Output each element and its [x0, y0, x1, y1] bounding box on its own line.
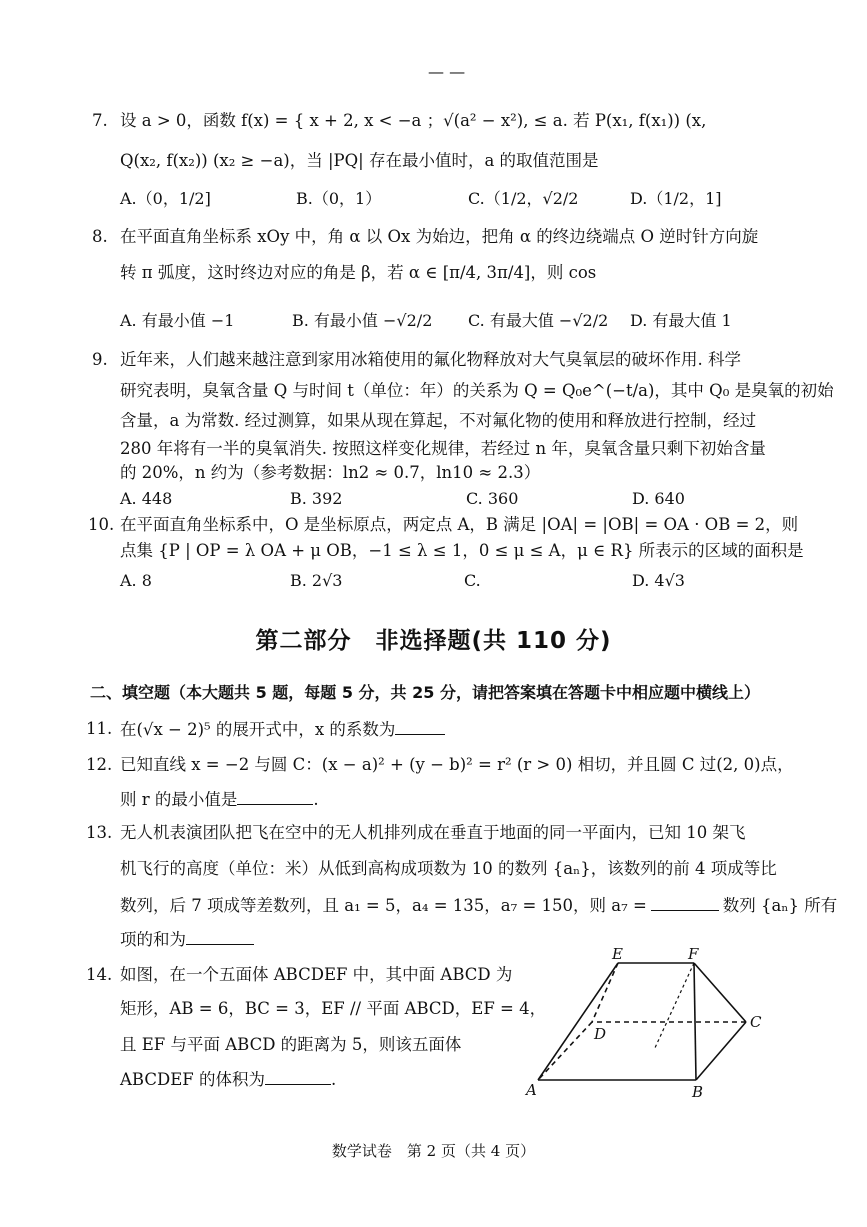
- question-number: 14.: [86, 965, 113, 984]
- question-text-line: 无人机表演团队把飞在空中的无人机排列成在垂直于地面的同一平面内，已知 10 架飞: [120, 823, 746, 842]
- question-text: ABCDEF 的体积为: [120, 1070, 265, 1089]
- question-text-line: [120, 718, 445, 741]
- edge-fb: [694, 963, 696, 1080]
- vertex-label-e: E: [612, 945, 623, 963]
- question-number: 7.: [92, 111, 108, 130]
- option-a: A.（0，1/2]: [120, 189, 211, 208]
- pentahedron-figure: [520, 945, 780, 1105]
- question-text-line: Q(x₂, f(x₂)) (x₂ ≥ −a)，当 |PQ| 存在最小值时，a 的取值范围是: [120, 151, 599, 170]
- question-text-line: 的 20%，n 约为（参考数据：ln2 ≈ 0.7，ln10 ≈ 2.3）: [120, 463, 541, 482]
- question-text-line: 在平面直角坐标系中，O 是坐标原点，两定点 A，B 满足 |OA| = |OB| = OA · OB = 2，则: [120, 515, 799, 534]
- option-a: A. 8: [120, 571, 152, 590]
- page-top-mark: — —: [428, 62, 466, 81]
- question-text-line: [120, 928, 254, 951]
- question-text: 则 r 的最小值是: [120, 790, 238, 809]
- answer-blank: [395, 718, 445, 735]
- option-c: C.: [464, 571, 481, 590]
- question-text-line: 在平面直角坐标系 xOy 中，角 α 以 Ox 为始边，把角 α 的终边绕端点 O 逆时针方向旋: [120, 227, 759, 246]
- option-b: B. 392: [290, 489, 343, 508]
- question-number: 12.: [86, 755, 113, 774]
- option-a: A. 有最小值 −1: [120, 311, 235, 330]
- section-title: 第二部分 非选择题(共 110 分): [255, 628, 612, 654]
- option-c: C. 有最大值 −√2/2: [468, 311, 609, 330]
- edge-da: [538, 1022, 592, 1080]
- option-b: B. 2√3: [290, 571, 343, 590]
- vertex-label-b: B: [692, 1083, 704, 1101]
- option-c: C. 360: [466, 489, 519, 508]
- edge-bc: [696, 1022, 746, 1080]
- question-text-line: 近年来，人们越来越注意到家用冰箱使用的氟化物释放对大气臭氧层的破坏作用. 科学: [120, 350, 741, 369]
- question-text: 数列，后 7 项成等差数列，且 a₁ = 5，a₄ = 135，a₇ = 150，则 a₇ =: [120, 896, 647, 915]
- option-c: C.（1/2，√2/2: [468, 189, 579, 208]
- option-d: D. 4√3: [632, 571, 685, 590]
- question-text: 数列 {aₙ} 所有: [722, 896, 838, 915]
- vertex-label-f: F: [688, 945, 699, 963]
- question-text-line: 点集 {P | OP = λ OA + μ OB，−1 ≤ λ ≤ 1，0 ≤ μ ≤ A，μ ∈ R} 所表示的区域的面积是: [120, 541, 804, 560]
- question-text-line: 研究表明，臭氧含量 Q 与时间 t（单位：年）的关系为 Q = Q₀e^(−t/a)，其中 Q₀ 是臭氧的初始: [120, 381, 834, 400]
- answer-blank: [651, 894, 719, 911]
- height-line: [654, 963, 694, 1050]
- question-number: 8.: [92, 227, 108, 246]
- question-text-line: 则 r 的最小值是 .: [120, 790, 319, 809]
- answer-blank: [265, 1068, 331, 1085]
- question-text: 项的和为: [120, 930, 186, 949]
- option-b: B.（0，1）: [296, 189, 382, 208]
- option-a: A. 448: [120, 489, 173, 508]
- question-number: 11.: [86, 719, 113, 738]
- question-text-line: 含量，a 为常数. 经过测算，如果从现在算起，不对氟化物的使用和释放进行控制，经过: [120, 411, 757, 430]
- vertex-label-c: C: [750, 1013, 762, 1031]
- question-number: 13.: [86, 823, 113, 842]
- question-text: 在(√x − 2)⁵ 的展开式中，x 的系数为: [120, 720, 396, 739]
- option-d: D. 640: [632, 489, 685, 508]
- page-footer: 数学试卷 第 2 页（共 4 页）: [331, 1142, 536, 1160]
- question-text-line: 已知直线 x = −2 与圆 C：(x − a)² + (y − b)² = r² (r > 0) 相切，并且圆 C 过(2, 0)点，: [120, 755, 794, 774]
- option-d: D. 有最大值 1: [630, 311, 732, 330]
- question-text-line: 如图，在一个五面体 ABCDEF 中，其中面 ABCD 为: [120, 965, 513, 984]
- section-subheading: 二、填空题（本大题共 5 题，每题 5 分，共 25 分，请把答案填在答题卡中相应题中横线上）: [90, 683, 760, 702]
- question-text-line: 且 EF 与平面 ABCD 的距离为 5，则该五面体: [120, 1035, 462, 1054]
- question-text-line: [120, 894, 837, 917]
- edge-fc: [694, 963, 746, 1022]
- question-text-line: 转 π 弧度，这时终边对应的角是 β，若 α ∈ [π/4, 3π/4]，则 cos: [120, 263, 597, 282]
- vertex-label-d: D: [594, 1025, 607, 1043]
- edge-ed: [592, 963, 618, 1022]
- question-text-line: 机飞行的高度（单位：米）从低到高构成项数为 10 的数列 {aₙ}，该数列的前 4 项成等比: [120, 859, 777, 878]
- answer-blank: [186, 928, 254, 945]
- question-number: 10.: [88, 515, 115, 534]
- question-text-line: 矩形，AB = 6，BC = 3，EF // 平面 ABCD，EF = 4，: [120, 999, 547, 1018]
- answer-blank: [237, 788, 313, 805]
- vertex-label-a: A: [526, 1081, 537, 1099]
- question-number: 9.: [92, 350, 108, 369]
- option-d: D.（1/2，1]: [630, 189, 722, 208]
- option-b: B. 有最小值 −√2/2: [292, 311, 433, 330]
- question-text-line: 设 a > 0，函数 f(x) = { x + 2, x < −a ；√(a² − x²), ≤ a. 若 P(x₁, f(x₁)) (x,: [120, 111, 707, 130]
- question-text-line: ABCDEF 的体积为 .: [120, 1070, 337, 1089]
- question-text-line: 280 年将有一半的臭氧消失. 按照这样变化规律，若经过 n 年，臭氧含量只剩下初始含量: [120, 439, 766, 458]
